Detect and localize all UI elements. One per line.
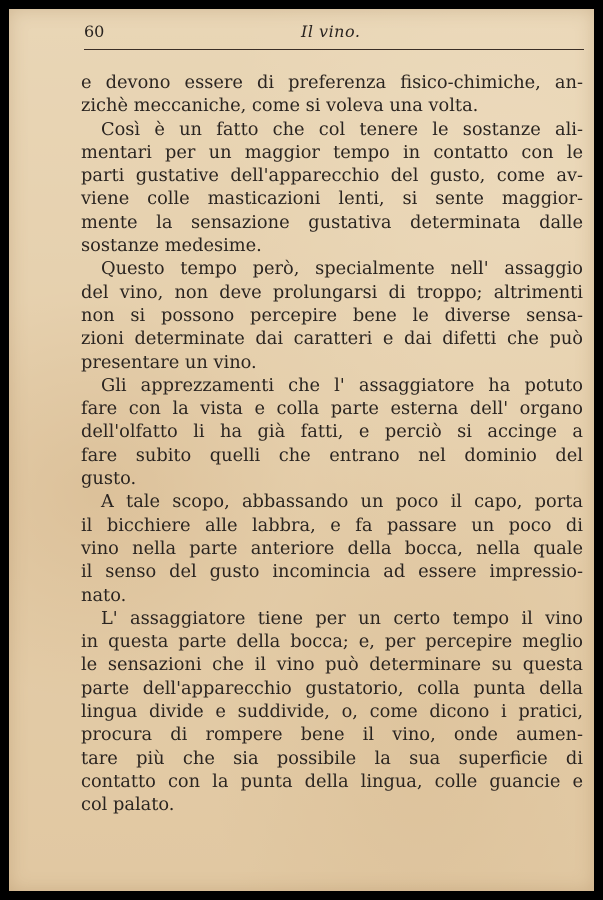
text-line: tare più che sia possibile la sua superficie di — [81, 747, 583, 769]
text-line: in questa parte della bocca; e, per percepire meglio — [81, 631, 583, 653]
running-title: Il vino. — [301, 22, 361, 41]
text-line: sostanze medesime. — [81, 235, 262, 257]
text-line: viene colle masticazioni lenti, si sente maggior- — [81, 188, 583, 210]
text-line: gusto. — [81, 468, 137, 490]
text-line: presentare un vino. — [81, 351, 257, 373]
header-rule — [84, 49, 584, 50]
text-line: Questo tempo però, specialmente nell' assaggio — [101, 258, 583, 280]
text-line: fare subito quelli che entrano nel dominio del — [81, 444, 583, 466]
text-line: parti gustative dell'apparecchio del gusto, come av- — [81, 165, 583, 187]
text-line: parte dell'apparecchio gustatorio, colla punta della — [81, 677, 583, 699]
page-number: 60 — [84, 22, 105, 41]
text-line: L' assaggiatore tiene per un certo tempo il vino — [101, 607, 583, 629]
text-line: contatto con la punta della lingua, colle guancie e — [81, 770, 583, 792]
text-line: nato. — [81, 584, 127, 606]
text-line: lingua divide e suddivide, o, come dicono i pratici, — [81, 701, 583, 723]
text-line: A tale scopo, abbassando un poco il capo, porta — [101, 491, 583, 513]
text-line: Gli apprezzamenti che l' assaggiatore ha potuto — [101, 374, 583, 396]
text-line: procura di rompere bene il vino, onde aumen- — [81, 724, 583, 746]
text-line: e devono essere di preferenza fisico-chimiche, an- — [81, 72, 583, 93]
text-line: il bicchiere alle labbra, e fa passare un poco di — [81, 514, 583, 536]
text-line: mentari per un maggior tempo in contatto con le — [81, 141, 583, 163]
text-line: vino nella parte anteriore della bocca, nella quale — [81, 537, 583, 559]
text-line: Così è un fatto che col tenere le sostanze ali- — [101, 118, 583, 140]
text-line: le sensazioni che il vino può determinare su questa — [81, 654, 583, 676]
body-text — [81, 71, 583, 817]
text-line: del vino, non deve prolungarsi di troppo; altrimenti — [81, 281, 583, 303]
text-line: non si possono percepire bene le diverse sensa- — [81, 304, 583, 326]
text-line: fare con la vista e colla parte esterna dell' organo — [81, 398, 583, 420]
text-line: zioni determinate dai caratteri e dai difetti che può — [81, 328, 583, 350]
text-line: mente la sensazione gustativa determinata dalle — [81, 211, 583, 233]
text-line: zichè meccaniche, come si voleva una volta. — [81, 95, 479, 117]
text-line: dell'olfatto li ha già fatti, e perciò si accinge a — [81, 421, 583, 443]
book-page — [9, 9, 594, 891]
text-line: col palato. — [81, 794, 175, 816]
text-line: il senso del gusto incomincia ad essere impressio- — [81, 561, 583, 583]
